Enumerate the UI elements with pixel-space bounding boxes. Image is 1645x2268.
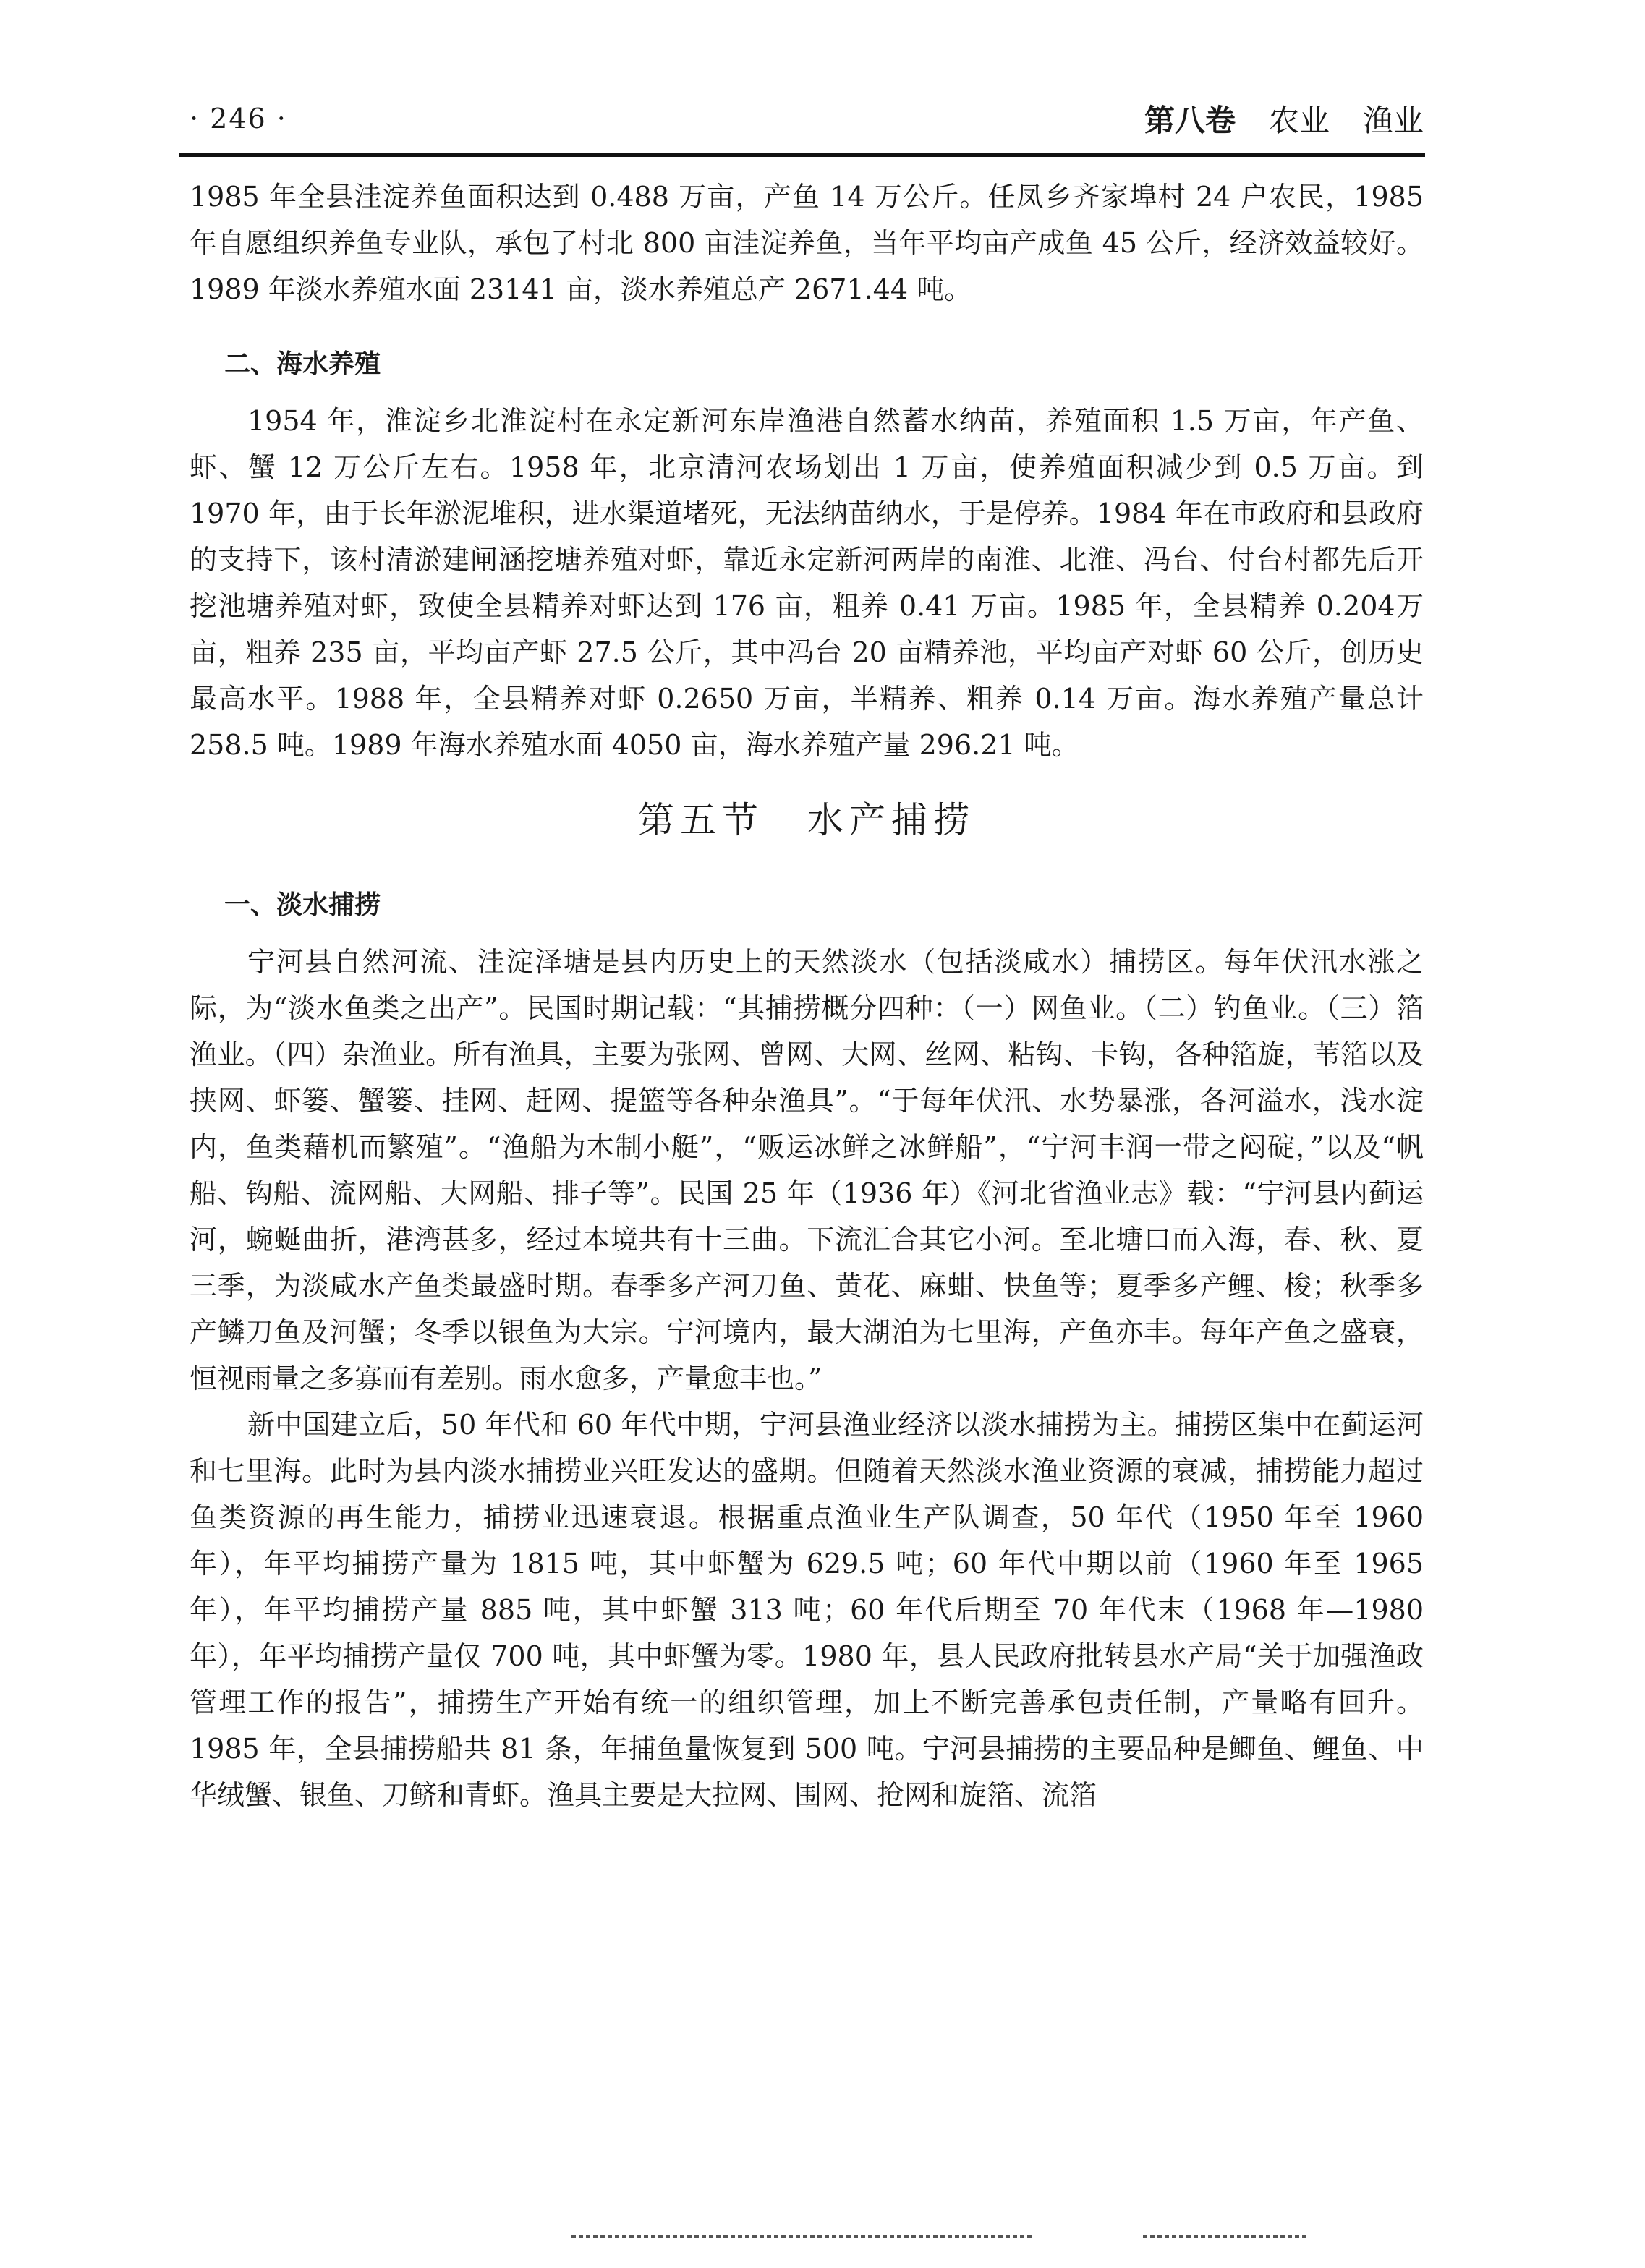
intro-paragraph: 1985 年全县洼淀养鱼面积达到 0.488 万亩，产鱼 14 万公斤。任凤乡齐家埠村 24 户农民，1985 年自愿组织养鱼专业队，承包了村北 800 亩洼淀养鱼，当年平均亩产成鱼 45 公斤，经济效益较好。1989 年淡水养殖水面 23141 亩，淡水养殖总产 2671.44 吨。 [190,181,1424,305]
marine-paragraph: 1954 年，淮淀乡北淮淀村在永定新河东岸渔港自然蓄水纳苗，养殖面积 1.5 万亩，年产鱼、虾、蟹 12 万公斤左右。1958 年，北京清河农场划出 1 万亩，使养殖面积减少到 0.5 万亩。到 1970 年，由于长年淤泥堆积，进水渠道堵死，无法纳苗纳水，于是停养。1984 年在市政府和县政府的支持下，该村清淤建闸涵挖塘养殖对虾，靠近永定新河两岸的南淮、北淮、冯台、付台村都先后开挖池塘养殖对虾，致使全县精养对虾达到 176 亩，粗养 0.41 万亩。1985 年，全县精养 0.204万亩，粗养 235 亩，平均亩产虾 27.5 公斤，其中冯台 20 亩精养池，平均亩产对虾 60 公斤，创历史最高水平。1988 年，全县精养对虾 0.2650 万亩，半精养、粗养 0.14 万亩。海水养殖产量总计 258.5 吨。1989 年海水养殖水面 4050 亩，海水养殖产量 296.21 吨。 [190,405,1424,761]
header-rule [179,153,1425,157]
scan-artifact-line [1143,2235,1309,2238]
freshwater-paragraph-1: 宁河县自然河流、洼淀泽塘是县内历史上的天然淡水（包括淡咸水）捕捞区。每年伏汛水涨之际，为“淡水鱼类之出产”。民国时期记载：“其捕捞概分四种：（一）网鱼业。（二）钓鱼业。（三）箔渔业。（四）杂渔业。所有渔具，主要为张网、曾网、大网、丝网、粘钩、卡钩，各种箔旋，苇箔以及挟网、虾篓、蟹篓、挂网、赶网、提篮等各种杂渔具”。“于每年伏汛、水势暴涨，各河溢水，浅水淀内，鱼类藉机而繁殖”。“渔船为木制小艇”，“贩运冰鲜之冰鲜船”，“宁河丰润一带之闷碇，”以及“帆船、钩船、流网船、大网船、排子等”。民国 25 年（1936 年）《河北省渔业志》载：“宁河县内蓟运河，蜿蜒曲折，港湾甚多，经过本境共有十三曲。下流汇合其它小河。至北塘口而入海，春、秋、夏三季，为淡咸水产鱼类最盛时期。春季多产河刀鱼、黄花、麻蚶、快鱼等；夏季多产鲤、梭；秋季多产鳞刀鱼及河蟹；冬季以银鱼为大宗。宁河境内，最大湖泊为七里海，产鱼亦丰。每年产鱼之盛衰，恒视雨量之多寡而有差别。雨水愈多，产量愈丰也。” [190,946,1424,1394]
section-name: 水产捕捞 [807,799,975,841]
subject-agriculture: 农业 [1268,103,1330,138]
section-title [190,794,1424,846]
page-number: · 246 · [190,103,287,135]
page-header [190,93,1424,143]
freshwater-paragraph-2: 新中国建立后，50 年代和 60 年代中期，宁河县渔业经济以淡水捕捞为主。捕捞区集中在蓟运河和七里海。此时为县内淡水捕捞业兴旺发达的盛期。但随着天然淡水渔业资源的衰减，捕捞能力超过鱼类资源的再生能力，捕捞业迅速衰退。根据重点渔业生产队调查，50 年代（1950 年至 1960 年），年平均捕捞产量为 1815 吨，其中虾蟹为 629.5 吨；60 年代中期以前（1960 年至 1965 年），年平均捕捞产量 885 吨，其中虾蟹 313 吨；60 年代后期至 70 年代末（1968 年—1980 年），年平均捕捞产量仅 700 吨，其中虾蟹为零。1980 年，县人民政府批转县水产局“关于加强渔政管理工作的报告”，捕捞生产开始有统一的组织管理，加上不断完善承包责任制，产量略有回升。1985 年，全县捕捞船共 81 条，年捕鱼量恢复到 500 吨。宁河县捕捞的主要品种是鲫鱼、鲤鱼、中华绒蟹、银鱼、刀鲚和青虾。渔具主要是大拉网、围网、抢网和旋箔、流箔 [190,1409,1424,1811]
scan-artifact-line [571,2235,1034,2238]
heading-marine-aquaculture: 二、海水养殖 [224,349,381,379]
heading-freshwater-fishing: 一、淡水捕捞 [224,890,381,920]
running-title [1144,97,1424,140]
section-number: 第五节 [638,799,764,841]
page-body [190,174,1424,1818]
volume-label: 第八卷 [1144,103,1236,138]
subject-fishery: 渔业 [1362,103,1424,138]
